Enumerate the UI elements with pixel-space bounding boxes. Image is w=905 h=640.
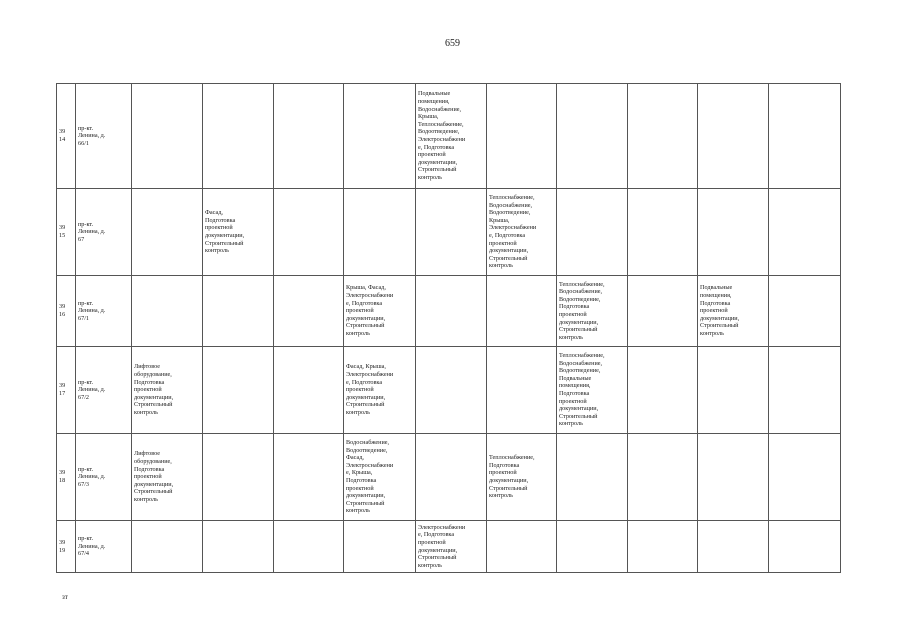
work-cell	[557, 189, 628, 276]
work-cell	[769, 347, 841, 434]
work-cell	[132, 276, 203, 347]
repair-schedule-table	[56, 83, 841, 573]
work-cell	[628, 189, 698, 276]
work-cell	[628, 347, 698, 434]
work-cell	[132, 521, 203, 573]
work-cell	[698, 84, 769, 189]
work-cell	[628, 84, 698, 189]
work-cell	[487, 347, 557, 434]
work-cell	[769, 276, 841, 347]
address-cell	[76, 521, 132, 573]
address-text: пр-кт. Ленина, д. 67	[78, 220, 106, 243]
work-text: Крыша, Фасад, Электроснабжени е, Подготовка проектной документации, Строительный контроль	[346, 284, 394, 337]
row-number-cell	[57, 276, 76, 347]
row-number: 39 18	[59, 469, 66, 484]
work-text: Теплоснабжение, Водоснабжение, Водоотведение, Крыша, Электроснабжени е, Подготовка проектной документации, Строительный контроль	[489, 194, 537, 270]
table-row	[57, 521, 841, 573]
work-cell	[274, 189, 344, 276]
work-text: Водоснабжение, Водоотведение, Фасад, Электроснабжени е, Крыша, Подготовка проектной документации, Строительный контроль	[346, 439, 394, 515]
work-cell	[132, 347, 203, 434]
work-cell	[557, 347, 628, 434]
row-number-cell	[57, 521, 76, 573]
address-cell	[76, 434, 132, 521]
work-cell	[203, 521, 274, 573]
address-text: пр-кт. Ленина, д. 67/3	[78, 465, 106, 488]
work-text: Лифтовое оборудование, Подготовка проектной документации, Строительный контроль	[134, 363, 174, 416]
work-cell	[132, 189, 203, 276]
work-cell	[769, 521, 841, 573]
work-cell	[274, 521, 344, 573]
table-row	[57, 434, 841, 521]
work-cell	[698, 434, 769, 521]
work-cell	[698, 276, 769, 347]
work-cell	[274, 84, 344, 189]
page-number: 659	[445, 38, 460, 49]
row-number: 39 19	[59, 538, 66, 554]
work-cell	[557, 434, 628, 521]
work-cell	[769, 434, 841, 521]
work-cell	[628, 276, 698, 347]
row-number-cell	[57, 347, 76, 434]
row-number: 39 17	[59, 382, 66, 397]
work-cell	[344, 189, 416, 276]
work-cell	[416, 276, 487, 347]
table-row	[57, 189, 841, 276]
work-text: Электроснабжени е, Подготовка проектной документации, Строительный контроль	[418, 523, 466, 569]
work-cell	[487, 189, 557, 276]
row-number: 39 16	[59, 303, 66, 318]
row-number: 39 14	[59, 128, 66, 143]
work-cell	[132, 84, 203, 189]
work-cell	[698, 189, 769, 276]
work-cell	[487, 276, 557, 347]
address-cell	[76, 84, 132, 189]
work-cell	[203, 189, 274, 276]
work-cell	[203, 347, 274, 434]
row-number-cell	[57, 434, 76, 521]
row-number: 39 15	[59, 224, 66, 239]
work-text: Теплоснабжение, Подготовка проектной документации, Строительный контроль	[489, 454, 535, 500]
work-cell	[274, 276, 344, 347]
work-cell	[344, 434, 416, 521]
work-cell	[203, 276, 274, 347]
footer-mark: зт	[62, 593, 68, 601]
work-cell	[487, 521, 557, 573]
work-cell	[203, 84, 274, 189]
table-row	[57, 347, 841, 434]
address-cell	[76, 276, 132, 347]
work-cell	[557, 521, 628, 573]
work-text: Теплоснабжение, Водоснабжение, Водоотведение, Подготовка проектной документации, Строительный контроль	[559, 280, 605, 341]
work-cell	[203, 434, 274, 521]
row-number-cell	[57, 84, 76, 189]
work-cell	[416, 84, 487, 189]
address-text: пр-кт. Ленина, д. 67/2	[78, 378, 106, 401]
work-cell	[416, 434, 487, 521]
table-row	[57, 276, 841, 347]
work-cell	[274, 434, 344, 521]
work-cell	[344, 521, 416, 573]
work-cell	[487, 84, 557, 189]
row-number-cell	[57, 189, 76, 276]
work-cell	[628, 521, 698, 573]
work-text: Теплоснабжение, Водоснабжение, Водоотведение, Подвальные помещения, Подготовка проектной документации, Строительный контроль	[559, 352, 605, 428]
address-text: пр-кт. Ленина, д. 66/1	[78, 124, 106, 147]
work-text: Подвальные помещения, Подготовка проектной документации, Строительный контроль	[700, 284, 740, 337]
work-cell	[344, 347, 416, 434]
work-text: Лифтовое оборудование, Подготовка проектной документации, Строительный контроль	[134, 450, 174, 503]
work-cell	[557, 84, 628, 189]
work-text: Фасад, Крыша, Электроснабжени е, Подготовка проектной документации, Строительный контроль	[346, 363, 394, 416]
address-cell	[76, 189, 132, 276]
work-cell	[416, 189, 487, 276]
work-cell	[416, 347, 487, 434]
work-text: Фасад, Подготовка проектной документации, Строительный контроль	[205, 209, 245, 255]
work-text: Подвальные помещения, Водоснабжение, Крыша, Теплоснабжение, Водоотведение, Электроснабжени е, Подготовка проектной документации, Строительный контроль	[418, 90, 466, 181]
work-cell	[132, 434, 203, 521]
address-cell	[76, 347, 132, 434]
work-cell	[416, 521, 487, 573]
work-cell	[698, 521, 769, 573]
work-cell	[344, 84, 416, 189]
work-cell	[698, 347, 769, 434]
work-cell	[557, 276, 628, 347]
work-cell	[344, 276, 416, 347]
address-text: пр-кт. Ленина, д. 67/1	[78, 299, 106, 322]
work-cell	[628, 434, 698, 521]
table-row	[57, 84, 841, 189]
work-cell	[487, 434, 557, 521]
address-text: пр-кт. Ленина, д. 67/4	[78, 535, 106, 558]
work-cell	[274, 347, 344, 434]
work-cell	[769, 84, 841, 189]
work-cell	[769, 189, 841, 276]
